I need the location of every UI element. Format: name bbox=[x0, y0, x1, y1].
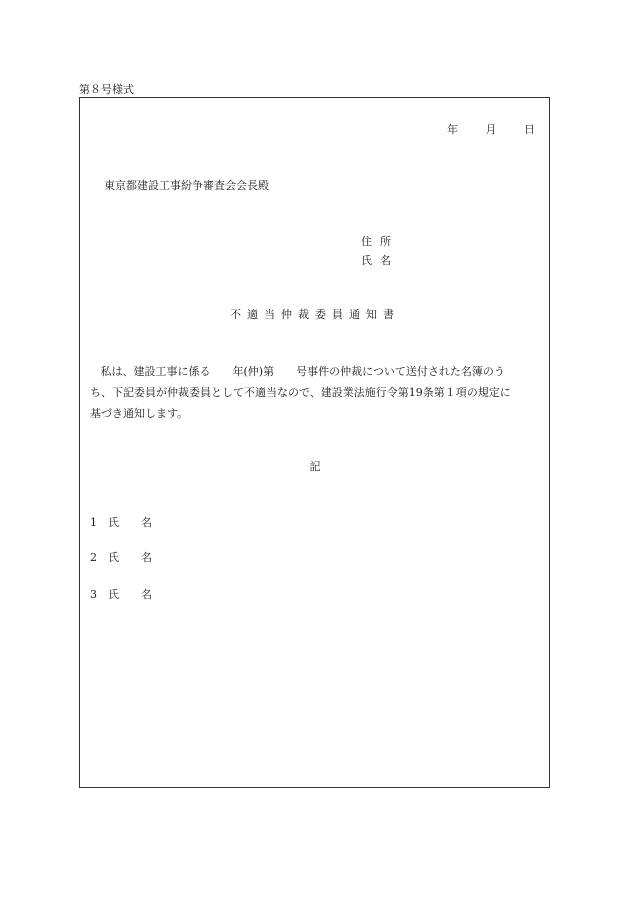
item-number: 3 bbox=[90, 588, 97, 601]
document-title: 不適当仲裁委員通知書 bbox=[230, 308, 400, 321]
addressee: 東京都建設工事紛争審査会会長殿 bbox=[104, 179, 269, 192]
ki-heading: 記 bbox=[309, 460, 321, 473]
date-line bbox=[447, 121, 535, 137]
body-line-2: ち、下記委員が仲裁委員として不適当なので、建設業法施行令第19条第１項の規定に bbox=[90, 386, 511, 399]
item-label: 氏名 bbox=[108, 551, 174, 564]
item-number: 1 bbox=[90, 516, 97, 529]
name-label: 氏名 bbox=[361, 254, 399, 267]
item-number: 2 bbox=[90, 551, 97, 564]
list-item bbox=[90, 549, 174, 565]
item-label: 氏名 bbox=[108, 588, 174, 601]
list-item bbox=[90, 586, 174, 602]
date-day: 日 bbox=[524, 123, 535, 136]
date-year: 年 bbox=[447, 123, 458, 136]
address-label: 住所 bbox=[361, 235, 399, 248]
body-text bbox=[90, 361, 542, 424]
list-item bbox=[90, 514, 174, 530]
body-line-3: 基づき通知します。 bbox=[90, 407, 189, 420]
form-frame bbox=[79, 97, 550, 788]
item-label: 氏名 bbox=[108, 516, 174, 529]
date-month: 月 bbox=[485, 123, 497, 136]
form-number: 第８号様式 bbox=[79, 83, 134, 96]
body-line-1: 私は、建設工事に係る 年(仲)第 号事件の仲裁について送付された名簿のう bbox=[100, 365, 505, 378]
